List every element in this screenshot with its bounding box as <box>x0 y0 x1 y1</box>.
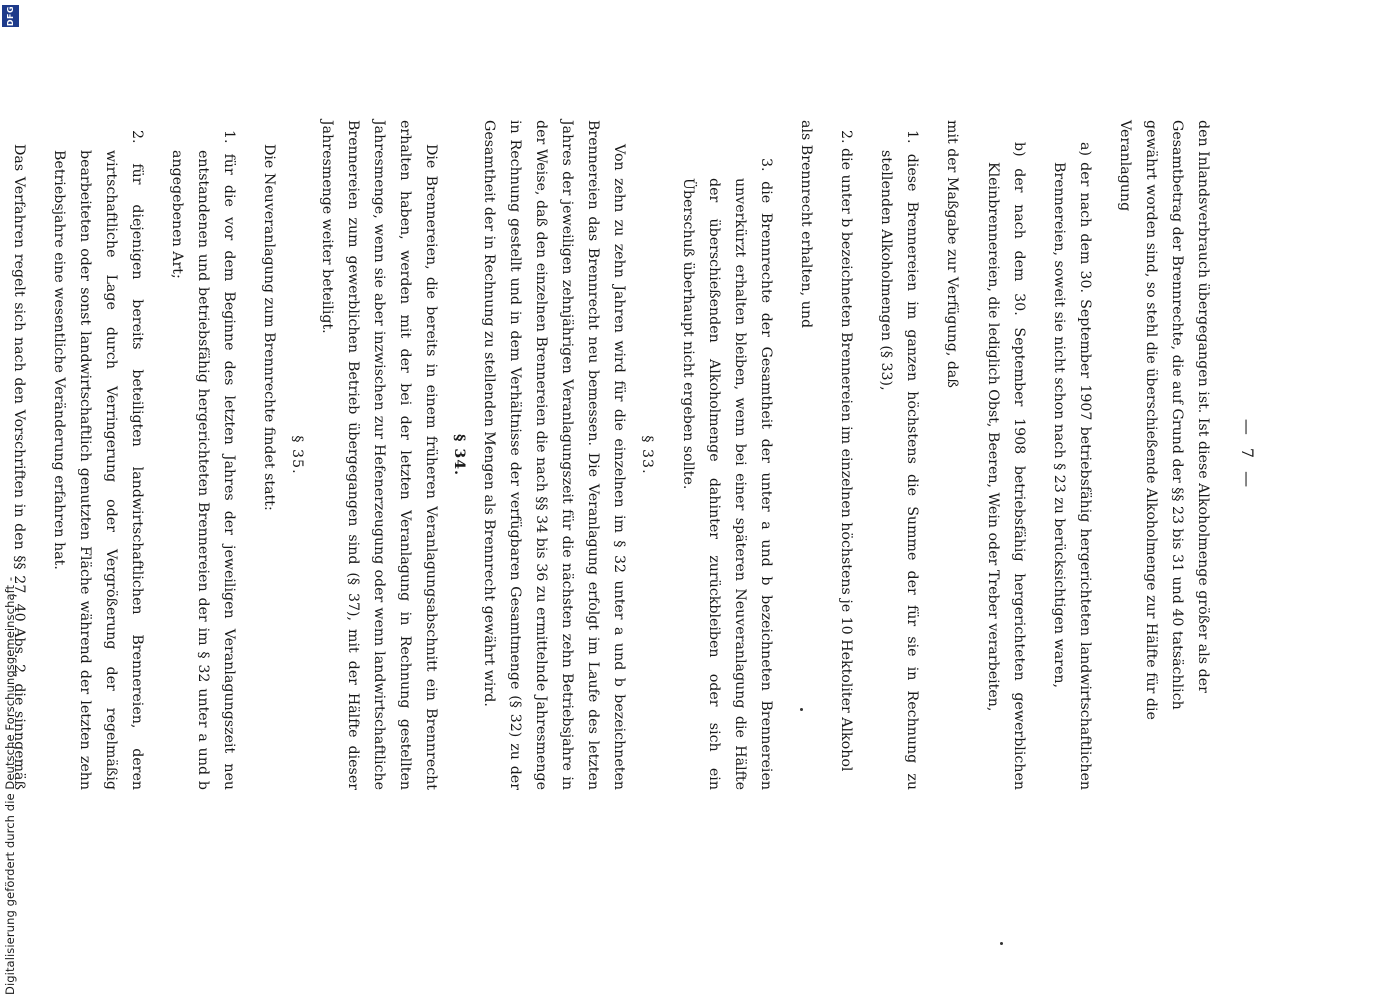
intro-line: den Inlandsverbrauch übergegangen ist. Ist diese Alkoholmenge größer als der <box>1195 120 1211 693</box>
intro-tail: mit der Maßgabe zur Verfügung, daß <box>944 120 961 388</box>
section-34-text: Die Brennereien, die bereits in einem früheren Veranlagungsabschnitt ein Brennrecht erhalten haben, werden mit der bei der letzten Veranlagung in Rechnung gestellten Jahresmenge, wenn sie aber inzwischen zur Hefenerzeugung oder wenn landwirtschaftliche Brennereien zum gewerblichen Betrieb übergegangen sind (§ 37), mit der Hälfte dieser Jahresmenge weiter beteiligt. <box>319 120 440 790</box>
section-34-heading: § 34. <box>451 433 468 477</box>
intro-line: Veranlagung <box>1117 120 1133 212</box>
list-item-2: 2. die unter b bezeichneten Brennereien im einzelnen höchstens je 10 Hektoliter Alkohol <box>838 130 855 772</box>
intro-closing: als Brennrecht erhalten, und <box>797 120 814 329</box>
list-item-1: 1. diese Brennereien im ganzen höchstens die Summe der für sie in Rechnung zu stellenden Alkoholmengen (§ 33), <box>878 130 921 790</box>
scan-speck <box>1000 942 1003 945</box>
list-item-b: b) der nach dem 30. September 1908 betriebsfähig hergerichteten gewerblichen Kleinbrennereien, die lediglich Obst, Beeren, Wein oder Treber verarbeiten, <box>984 142 1027 790</box>
intro-line: gewährt worden sind, so stehl die überschießende Alkoholmenge zur Hälfte für die <box>1143 120 1159 720</box>
section-35-intro: Die Neuveranlagung zum Brennrechte findet statt: <box>261 144 278 511</box>
scanned-page <box>10 120 1260 790</box>
section-33-text: Von zehn zu zehn Jahren wird für die einzelnen im § 32 unter a und b bezeichneten Brennereien das Brennrecht neu bemessen. Die Veranlagung erfolgt im Laufe des letzten Jahres der jeweiligen zehnjährigen Veranlagungszeit für die nächsten zehn Betriebsjahre in der Weise, daß den einzelnen Brennereien die nach §§ 34 bis 36 zu ermittelnde Jahresmenge in Rechnung gestellt und in dem Verhältnisse der verfügbaren Gesamtmenge (§ 32) zu der Gesamtheit der in Rechnung zu stellenden Mengen als Brennrecht gewährt wird. <box>481 120 628 790</box>
section-33-heading: § 33. <box>639 435 656 475</box>
intro-line: Gesamtbetrag der Brennrechte, die auf Grund der §§ 23 bis 31 und 40 tatsächlich <box>1169 120 1185 710</box>
section-35-heading: § 35. <box>289 435 306 475</box>
list-item-3: 3. die Brennrechte der Gesamtheit der unter a und b bezeichneten Brennereien unverkürzt erhalten bleiben, wenn bei einer späteren Neuveranlagung die Hälfte der überschießenden Alkoholmenge dahinter zurückbleiben oder sich ein Überschuß überhaupt nicht ergeben sollte. <box>679 158 774 790</box>
dfg-logo: DFG <box>2 5 19 27</box>
section-35-item-1: 1. für die vor dem Beginne des letzten Jahres der jeweiligen Veranlagungszeit neu entstandenen und betriebsfähig hergerichteten Brennereien der im § 32 unter a und b angegebenen Art; <box>169 130 238 790</box>
section-35-closing: Das Verfahren regelt sich nach den Vorschriften in den §§ 27, 40 Abs. 2, die sinngemäß <box>10 144 27 790</box>
list-item-a: a) der nach dem 30. September 1907 betriebsfähig hergerichteten landwirtschaftlichen Brennereien, soweit sie nicht schon nach § 23 zu berücksichtigen waren, <box>1050 142 1093 790</box>
section-35-item-2: 2. für diejenigen bereits beteiligten landwirtschaftlichen Brennereien, deren wirtschaftliche Lage durch Verringerung oder Vergrößerung der regelmäßig bearbeiteten oder sonst landwirtschaftlich genutzten Fläche während der letzten zehn Betriebsjahre eine wesentliche Veränderung erfahren hat. <box>51 130 146 790</box>
digitization-footer <box>0 0 22 1000</box>
page-number: — 7 — <box>1238 418 1257 492</box>
footer-credit: Digitalisierung gefördert durch die Deutsche Forschungsgemeinschaft - <box>3 576 17 995</box>
scan-speck <box>800 708 803 711</box>
